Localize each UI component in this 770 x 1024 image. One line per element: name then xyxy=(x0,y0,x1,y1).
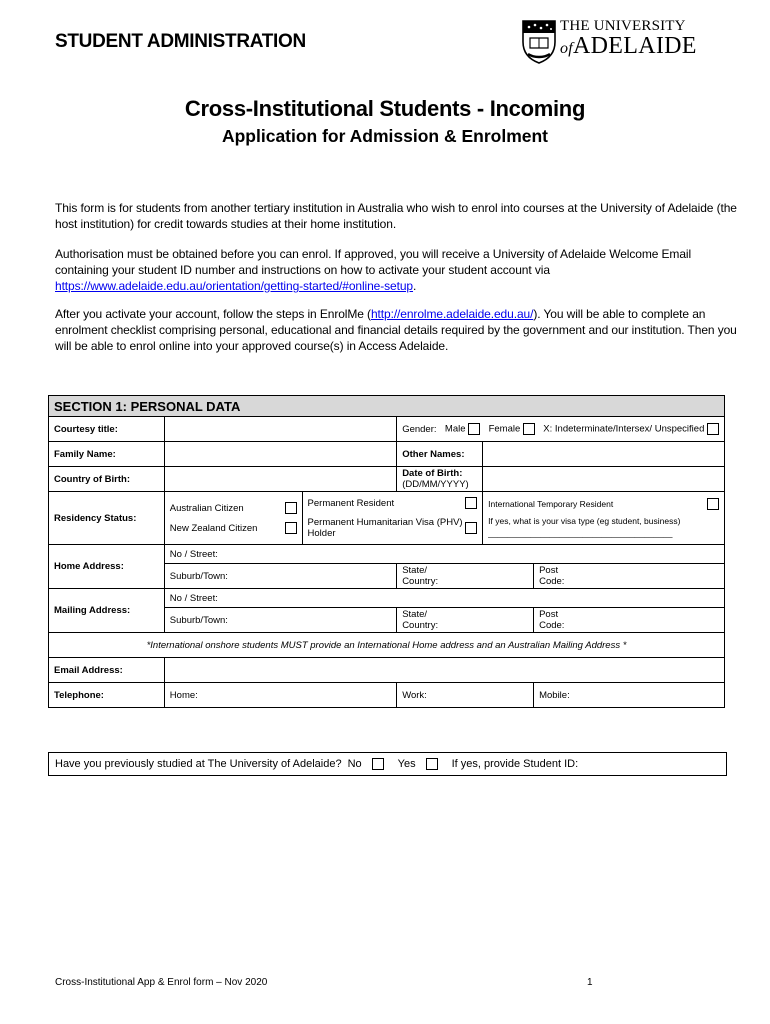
gender-label: Gender: xyxy=(402,423,437,435)
home-address-label: Home Address: xyxy=(49,545,165,589)
australian-citizen-checkbox[interactable] xyxy=(285,502,297,514)
x-gender-label: X: Indeterminate/Intersex/ Unspecified xyxy=(543,423,705,435)
intro-paragraph-3: After you activate your account, follow the steps in EnrolMe (http://enrolme.adelaide.edu.au/). You will be able to complete an enrolment checklist comprising personal, educational and financial details required by the government and our institution. Then you will be able to enrol online into your approved course(s) in Access Adelaide. xyxy=(55,307,737,353)
dob-label: Date of Birth: xyxy=(402,468,463,479)
phv-label: Permanent Humanitarian Visa (PHV) Holder xyxy=(307,517,463,539)
male-label: Male xyxy=(444,423,466,435)
other-names-field[interactable] xyxy=(483,442,725,467)
permanent-resident-checkbox[interactable] xyxy=(465,497,477,509)
work-phone-field[interactable]: Work: xyxy=(397,683,534,708)
mailing-postcode-field[interactable]: Post Code: xyxy=(534,608,725,633)
university-logo xyxy=(520,16,695,66)
mailing-address-label: Mailing Address: xyxy=(49,589,165,633)
previous-study-yes-label: Yes xyxy=(397,758,416,770)
female-label: Female xyxy=(488,423,521,435)
mailing-street-label: No / Street: xyxy=(169,592,218,604)
other-names-label: Other Names: xyxy=(397,442,483,467)
gender-cell xyxy=(397,417,725,442)
mailing-suburb-label: Suburb/Town: xyxy=(169,614,228,626)
dob-label-cell xyxy=(397,467,483,492)
citizen-options xyxy=(164,492,302,545)
international-address-note: *International onshore students MUST provide an International Home address and an Australian Mailing Address * xyxy=(49,633,725,658)
intl-temp-resident-checkbox[interactable] xyxy=(707,498,719,510)
resident-options xyxy=(302,492,483,545)
online-setup-link[interactable]: https://www.adelaide.edu.au/orientation/getting-started/#online-setup xyxy=(55,279,414,293)
section-1-heading: SECTION 1: PERSONAL DATA xyxy=(49,396,725,417)
mailing-state-field[interactable]: State/ Country: xyxy=(397,608,534,633)
personal-data-table xyxy=(48,395,725,708)
x-gender-checkbox[interactable] xyxy=(707,423,719,435)
home-state-field[interactable]: State/ Country: xyxy=(397,564,534,589)
nz-citizen-label: New Zealand Citizen xyxy=(169,522,258,534)
country-of-birth-field[interactable] xyxy=(164,467,396,492)
home-street-label: No / Street: xyxy=(169,548,218,560)
home-phone-field[interactable]: Home: xyxy=(164,683,396,708)
enrolme-link[interactable]: http://enrolme.adelaide.edu.au/ xyxy=(370,307,534,321)
courtesy-title-label: Courtesy title: xyxy=(49,417,165,442)
department-heading: STUDENT ADMINISTRATION xyxy=(55,31,306,52)
previous-study-row xyxy=(48,752,727,776)
previous-study-no-label: No xyxy=(347,758,362,770)
university-crest-icon xyxy=(520,18,558,64)
nz-citizen-checkbox[interactable] xyxy=(285,522,297,534)
intro-paragraph-1: This form is for students from another tertiary institution in Australia who wish to enrol into courses at the University of Adelaide (the host institution) for credit towards studies at their home institution. xyxy=(55,201,737,231)
home-postcode-field[interactable]: Post Code: xyxy=(534,564,725,589)
form-subtitle: Application for Admission & Enrolment xyxy=(221,126,549,146)
residency-status-label: Residency Status: xyxy=(49,492,165,545)
home-suburb-field[interactable] xyxy=(164,564,396,589)
permanent-resident-label: Permanent Resident xyxy=(307,497,395,509)
email-field[interactable] xyxy=(164,658,724,683)
intl-temp-resident-label: International Temporary Resident xyxy=(488,499,614,509)
male-checkbox[interactable] xyxy=(468,423,480,435)
home-suburb-label: Suburb/Town: xyxy=(169,570,228,582)
home-street-field[interactable] xyxy=(164,545,724,564)
logo-text-line1: THE UNIVERSITY xyxy=(560,18,686,34)
intro-paragraph-2: Authorisation must be obtained before you can enrol. If approved, you will receive a University of Adelaide Welcome Email containing your student ID number and instructions on how to activate your student account via https://www.adelaide.edu.au/orientation/getting-started/#online-setup. xyxy=(55,247,692,293)
email-label: Email Address: xyxy=(49,658,165,683)
australian-citizen-label: Australian Citizen xyxy=(169,502,244,514)
international-options xyxy=(483,492,725,545)
dob-format-hint: (DD/MM/YYYY) xyxy=(402,479,469,490)
mailing-street-field[interactable] xyxy=(164,589,724,608)
country-of-birth-label: Country of Birth: xyxy=(49,467,165,492)
family-name-field[interactable] xyxy=(164,442,396,467)
form-title: Cross-Institutional Students - Incoming xyxy=(184,96,586,121)
previous-study-no-checkbox[interactable] xyxy=(372,758,384,770)
page-number: 1 xyxy=(587,977,593,988)
logo-text-line2: ofADELAIDE xyxy=(560,33,697,59)
mobile-phone-field[interactable]: Mobile: xyxy=(534,683,725,708)
phv-checkbox[interactable] xyxy=(465,522,477,534)
female-checkbox[interactable] xyxy=(523,423,535,435)
telephone-label: Telephone: xyxy=(49,683,165,708)
mailing-suburb-field[interactable] xyxy=(164,608,396,633)
previous-study-yes-checkbox[interactable] xyxy=(426,758,438,770)
student-id-label: If yes, provide Student ID: xyxy=(451,758,579,770)
courtesy-title-field[interactable] xyxy=(164,417,396,442)
previous-study-question: Have you previously studied at The University of Adelaide? xyxy=(55,758,342,770)
visa-type-field[interactable]: _______________________________________ xyxy=(488,528,673,538)
dob-field[interactable] xyxy=(483,467,725,492)
visa-type-label: If yes, what is your visa type (eg student, business) xyxy=(488,516,681,526)
footer-form-name: Cross-Institutional App & Enrol form – Nov 2020 xyxy=(55,977,268,988)
family-name-label: Family Name: xyxy=(49,442,165,467)
